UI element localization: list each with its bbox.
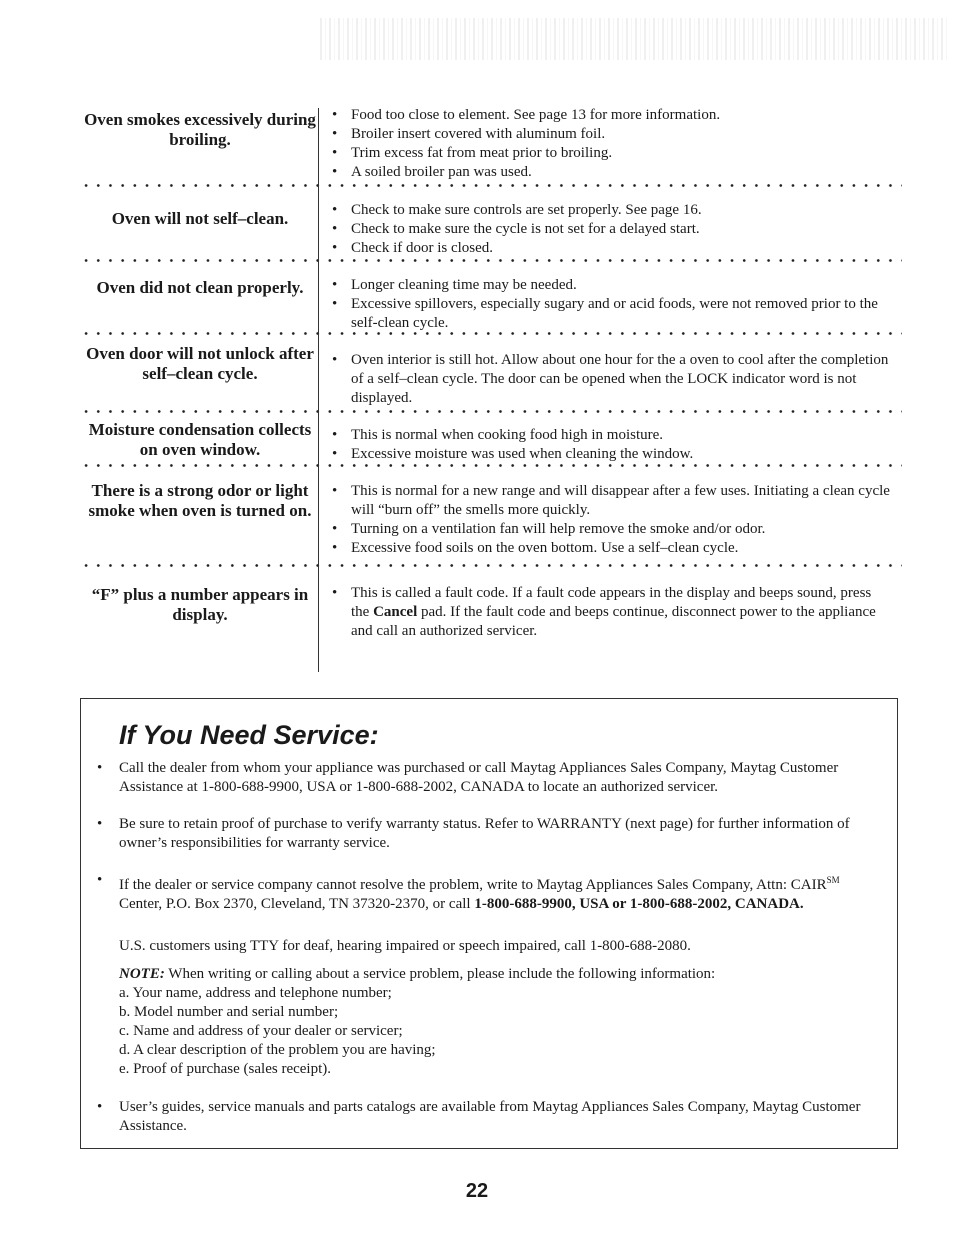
list-item: • Check if door is closed. xyxy=(332,239,892,258)
service-item-warranty: Be sure to retain proof of purchase to verify warranty status. Refer to WARRANTY (next page) for further information of owner’s responsibilities for warranty service. xyxy=(119,816,850,851)
dotted-divider xyxy=(80,184,902,187)
cause-list xyxy=(332,351,892,408)
tty-text: U.S. customers using TTY for deaf, hearing impaired or speech impaired, call 1-800-688-2080. xyxy=(119,938,691,954)
bullet: • xyxy=(97,760,103,776)
problem-label: Oven door will not unlock after self–clean cycle. xyxy=(86,344,314,383)
fault-code-text-a: This is called a fault code. If a fault code appears in the display and beeps sound, press the xyxy=(351,585,872,620)
page-number: 22 xyxy=(465,1180,489,1202)
note-text: When writing or calling about a service problem, please include the following information: xyxy=(164,966,716,982)
note-block xyxy=(119,965,881,1079)
note-list xyxy=(119,984,881,1079)
contact-phone-numbers: 1-800-688-9900, USA or 1-800-688-2002, CANADA. xyxy=(474,896,804,912)
list-item: • Broiler insert covered with aluminum foil. xyxy=(332,125,892,144)
cause-list xyxy=(332,201,892,258)
problem-label: Moisture condensation collects on oven window. xyxy=(88,420,312,459)
service-item-guides: User’s guides, service manuals and parts catalogs are available from Maytag Appliances Sales Company, Maytag Customer Assistance. xyxy=(119,1099,861,1134)
problem-label: Oven did not clean properly. xyxy=(96,278,304,297)
cancel-pad-label: Cancel xyxy=(373,604,418,620)
problem-label: Oven smokes excessively during broiling. xyxy=(84,110,316,149)
cause-list xyxy=(332,482,892,558)
cause-list xyxy=(332,426,892,464)
note-line xyxy=(119,965,881,984)
list-item: e. Proof of purchase (sales receipt). xyxy=(119,1061,331,1077)
list-item: • This is normal for a new range and will disappear after a few uses. Initiating a clean cycle will “burn off” the smells more quickly. xyxy=(332,482,892,520)
service-box xyxy=(80,698,898,1149)
list-item: • Food too close to element. See page 13 for more information. xyxy=(332,106,892,125)
problem-label: There is a strong odor or light smoke when oven is turned on. xyxy=(88,481,312,520)
list-item: • Check to make sure controls are set properly. See page 16. xyxy=(332,201,892,220)
cause-list xyxy=(332,584,892,641)
list-item: d. A clear description of the problem you are having; xyxy=(119,1042,436,1058)
list-item: • Excessive food soils on the oven bottom. Use a self–clean cycle. xyxy=(332,539,892,558)
list-item: • Check to make sure the cycle is not set for a delayed start. xyxy=(332,220,892,239)
service-item-dealer: Call the dealer from whom your appliance was purchased or call Maytag Appliances Sales Company, Maytag Customer Assistance at 1-800-688-9900, USA or 1-800-688-2002, CANADA to locate an authorized servicer. xyxy=(119,760,839,795)
bullet: • xyxy=(97,1099,103,1115)
cause-list xyxy=(332,106,892,182)
service-title: If You Need Service: xyxy=(119,720,379,750)
dotted-divider xyxy=(80,332,902,335)
bullet: • xyxy=(97,872,103,888)
contact-text-a: If the dealer or service company cannot resolve the problem, write to Maytag Appliances Sales Company, Attn: CAIR xyxy=(119,877,827,893)
list-item: • This is normal when cooking food high in moisture. xyxy=(332,426,892,445)
dotted-divider xyxy=(80,259,902,262)
list-item: c. Name and address of your dealer or servicer; xyxy=(119,1023,403,1039)
problem-label: “F” plus a number appears in display. xyxy=(91,585,309,624)
dotted-divider xyxy=(80,564,902,567)
contact-text-b: Center, P.O. Box 2370, Cleveland, TN 37320-2370, or call xyxy=(119,896,475,912)
list-item: • Trim excess fat from meat prior to broiling. xyxy=(332,144,892,163)
problem-label: Oven will not self–clean. xyxy=(111,209,289,228)
list-item: • Oven interior is still hot. Allow about one hour for the a oven to cool after the completion of a self–clean cycle. The door can be opened when the LOCK indicator word is not displayed. xyxy=(332,351,892,408)
service-item-contact xyxy=(119,871,881,914)
list-item: • Longer cleaning time may be needed. xyxy=(332,276,892,295)
list-item: • A soiled broiler pan was used. xyxy=(332,163,892,182)
list-item: b. Model number and serial number; xyxy=(119,1004,339,1020)
dotted-divider xyxy=(80,464,902,467)
list-item: • Excessive spillovers, especially sugary and or acid foods, were not removed prior to the self-clean cycle. xyxy=(332,295,892,333)
bullet: • xyxy=(97,816,103,832)
service-mark: SM xyxy=(826,875,840,885)
cause-list xyxy=(332,276,892,333)
list-item: a. Your name, address and telephone number; xyxy=(119,985,392,1001)
dotted-divider xyxy=(80,410,902,413)
column-divider xyxy=(318,108,319,672)
list-item: • Turning on a ventilation fan will help remove the smoke and/or odor. xyxy=(332,520,892,539)
scan-header-artifact xyxy=(320,18,950,60)
note-label: NOTE: xyxy=(119,966,165,982)
fault-code-text-b: pad. If the fault code and beeps continue, disconnect power to the appliance and call an authorized servicer. xyxy=(351,604,876,639)
list-item: • Excessive moisture was used when cleaning the window. xyxy=(332,445,892,464)
list-item xyxy=(332,584,892,641)
